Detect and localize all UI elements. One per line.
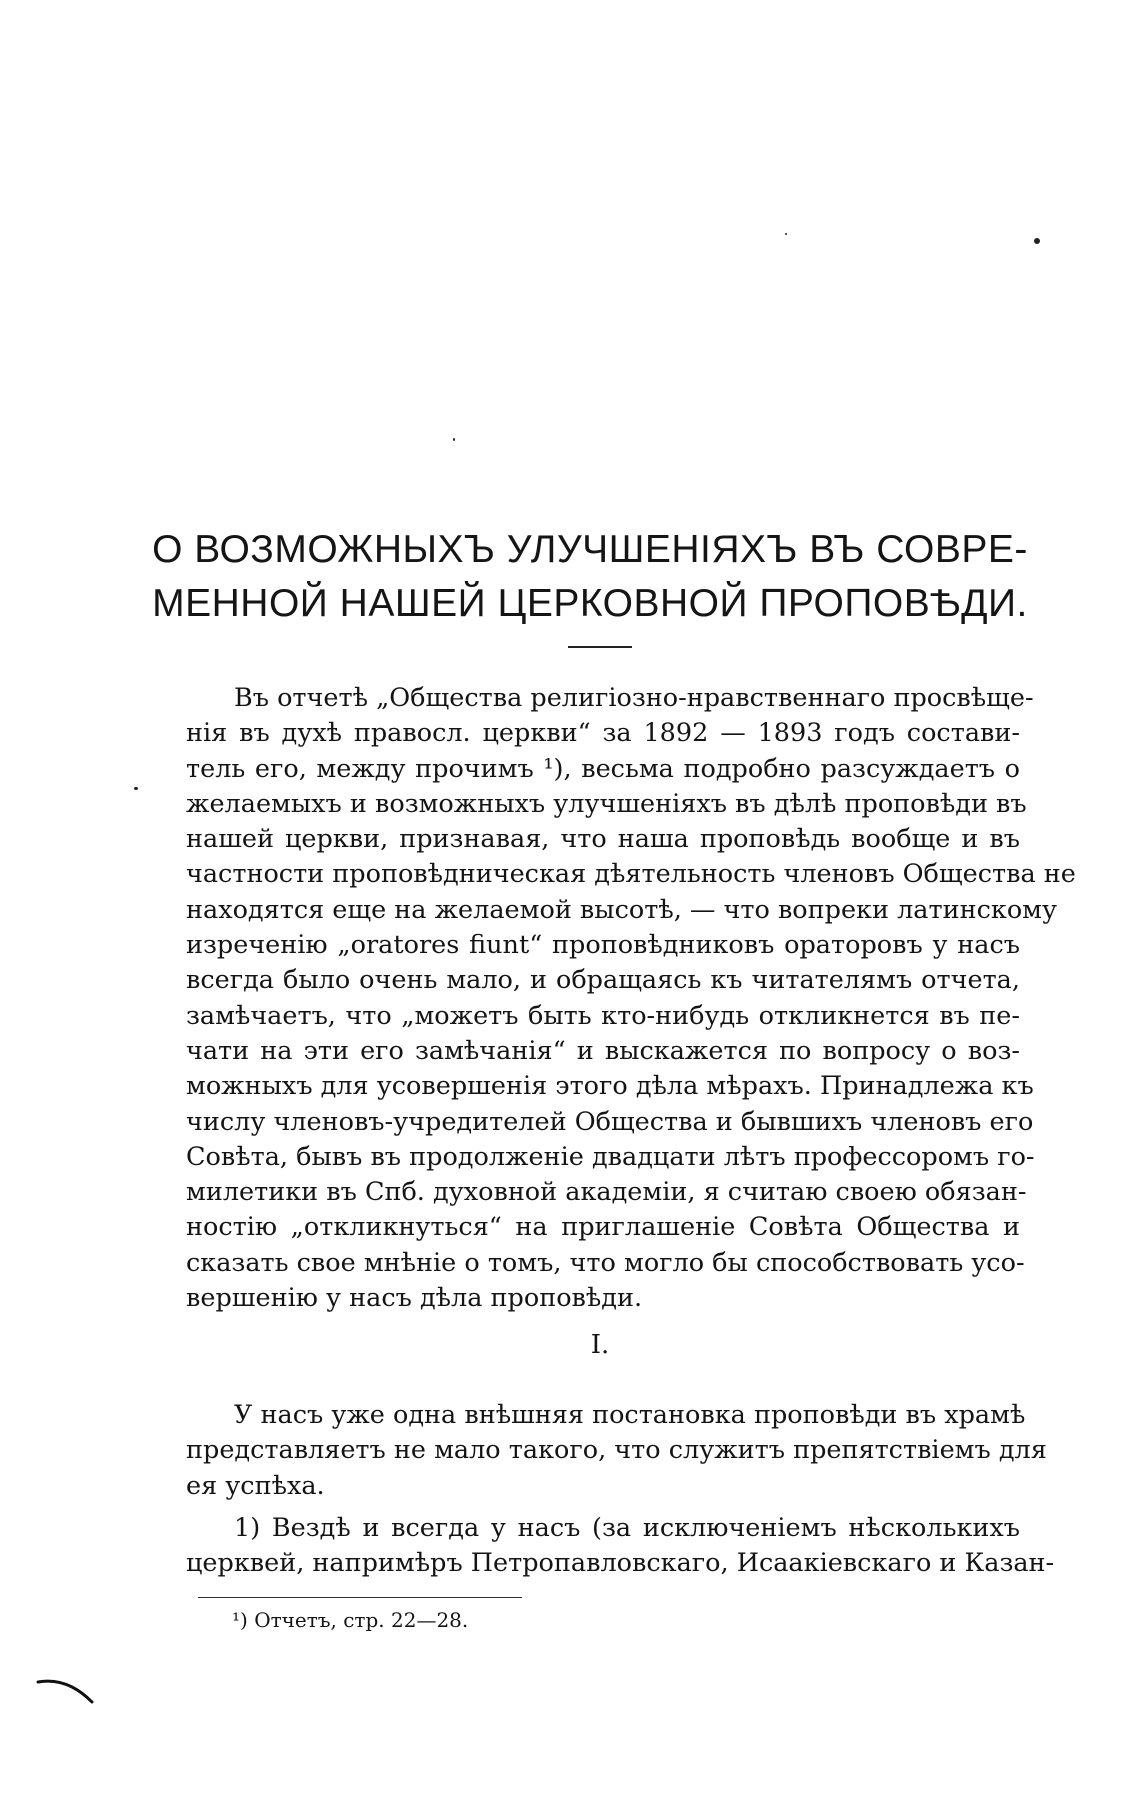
- footnote: [232, 1607, 468, 1633]
- paragraph-line: ея успѣха.: [186, 1470, 325, 1501]
- paragraph-line: У насъ уже одна внѣшняя постановка проповѣди въ храмѣ: [234, 1400, 1026, 1430]
- paragraph-intro: [186, 681, 1076, 1316]
- article-title-line-1: О ВОЗМОЖНЫХЪ УЛУЧШЕНIЯХЪ ВЪ СОВРЕ-: [152, 528, 1028, 571]
- scan-speck: [1034, 238, 1040, 244]
- paragraph-line: нашей церкви, признавая, что наша проповѣдь вообще и въ: [186, 824, 1020, 855]
- paragraph-line: представляетъ не мало такого, что служитъ препятствiемъ для: [186, 1435, 1047, 1466]
- scan-speck: [134, 787, 138, 790]
- paragraph-line: числу членовъ-учредителей Общества и бывшихъ членовъ его: [186, 1106, 1034, 1137]
- title-divider: [568, 646, 632, 648]
- paragraph-section-1: [186, 1398, 1047, 1504]
- paragraph-line: вершенiю у насъ дѣла проповѣди.: [186, 1283, 643, 1314]
- margin-pen-mark: [36, 1678, 94, 1704]
- paragraph-line: Совѣта, бывъ въ продолженiе двадцати лѣтъ профессоромъ го-: [186, 1141, 1035, 1172]
- paragraph-line: нiя въ духѣ правосл. церкви“ за 1892 — 1893 годъ состави-: [186, 718, 1020, 749]
- paragraph-line: милетики въ Спб. духовной академiи, я считаю своею обязан-: [186, 1177, 1027, 1208]
- article-title: [150, 523, 1030, 631]
- paragraph-line: желаемыхъ и возможныхъ улучшенiяхъ въ дѣлѣ проповѣди въ: [186, 788, 1027, 819]
- footnote-text: Отчетъ, стр. 22—28.: [254, 1608, 469, 1632]
- paragraph-line: 1) Вездѣ и всегда у насъ (за исключенiемъ нѣсколькихъ: [234, 1513, 1020, 1543]
- paragraph-line: Въ отчетѣ „Общества религiозно-нравственнаго просвѣще-: [234, 683, 1034, 713]
- paragraph-line: можныхъ для усовершенiя этого дѣла мѣрахъ. Принадлежа къ: [186, 1071, 1034, 1102]
- paragraph-line: находятся еще на желаемой высотѣ, — что вопреки латинскому: [186, 894, 1058, 925]
- paragraph-line: чати на эти его замѣчанiя“ и выскажется по вопросу о воз-: [186, 1035, 1020, 1066]
- paragraph-line: частности проповѣдническая дѣятельность членовъ Общества не: [186, 859, 1076, 890]
- paragraph-line: ностiю „откликнуться“ на приглашенiе Совѣта Общества и: [186, 1212, 1020, 1243]
- footnote-divider: [198, 1597, 522, 1598]
- paragraph-line: замѣчаетъ, что „можетъ быть кто-нибудь откликнется въ пе-: [186, 1000, 1020, 1031]
- scan-speck: [785, 233, 787, 235]
- paragraph-line: изреченiю „oratores fiunt“ проповѣдниковъ ораторовъ у насъ: [186, 930, 1020, 961]
- paragraph-line: тель его, между прочимъ ¹), весьма подробно разсуждаетъ о: [186, 753, 1020, 784]
- paragraph-line: церквей, напримѣръ Петропавловскаго, Исаакiевскаго и Казан-: [186, 1548, 1055, 1579]
- scan-speck: [453, 438, 455, 441]
- paragraph-point-1: [186, 1511, 1055, 1582]
- paragraph-line: всегда было очень мало, и обращаясь къ читателямъ отчета,: [186, 965, 1020, 996]
- section-number: I.: [590, 1330, 610, 1360]
- paragraph-line: сказать свое мнѣнiе о томъ, что могло бы способствовать усо-: [186, 1247, 1025, 1278]
- article-title-line-2: МЕННОЙ НАШЕЙ ЦЕРКОВНОЙ ПРОПОВѢДИ.: [152, 582, 1028, 625]
- footnote-marker: ¹): [232, 1608, 248, 1632]
